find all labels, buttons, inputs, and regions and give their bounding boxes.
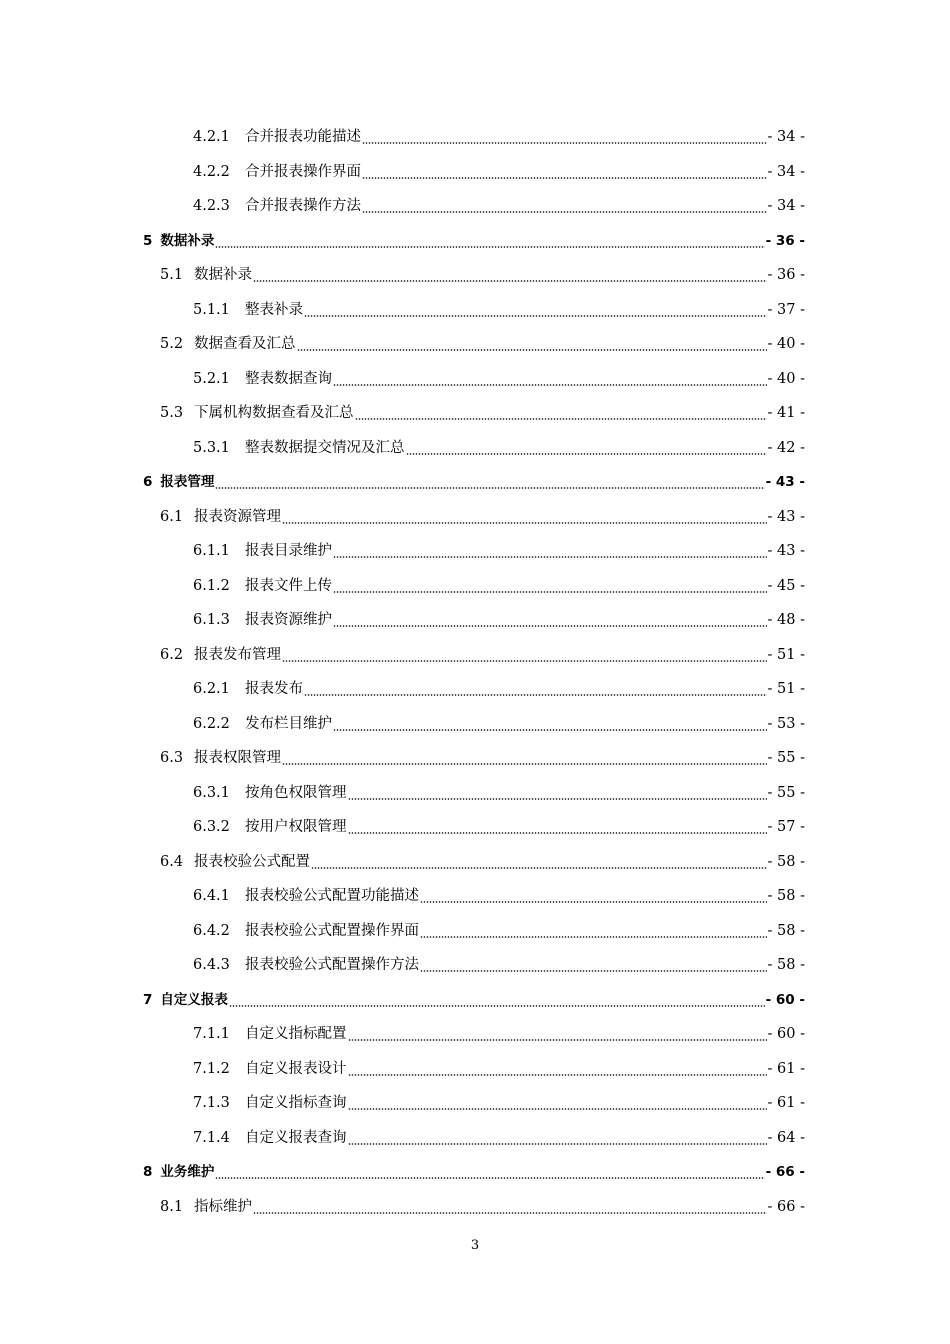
toc-entry-label [143,472,214,492]
toc-dot-leader [333,729,767,731]
toc-entry-label [193,886,419,906]
toc-entry-page: - 55 - [767,784,805,801]
toc-entry[interactable] [0,879,950,914]
toc-entry-label [193,196,361,216]
toc-entry-title: 报表目录维护 [245,543,332,560]
toc-dot-leader [348,1108,767,1110]
toc-dot-leader [348,798,767,800]
toc-entry[interactable] [0,362,950,397]
toc-entry-title: 报表发布 [245,681,303,698]
toc-entry-number: 6.2.1 [193,681,230,698]
toc-entry-page: - 66 - [767,1198,805,1215]
toc-entry-label [193,714,332,734]
toc-dot-leader [333,625,767,627]
toc-entry-page: - 61 - [767,1095,805,1112]
toc-entry-number: 6.1.3 [193,612,230,629]
toc-entry-page: - 43 - [767,543,805,560]
toc-entry[interactable] [0,1121,950,1156]
toc-entry-page: - 60 - [767,1026,805,1043]
toc-entry-title: 报表管理 [160,474,215,491]
toc-entry-label [143,1162,214,1182]
toc-entry-number: 7.1.2 [193,1060,230,1077]
toc-dot-leader [355,418,767,420]
toc-entry-title: 自定义指标查询 [245,1095,347,1112]
toc-dot-leader [304,315,767,317]
toc-entry-number: 5.1 [160,267,184,284]
toc-entry-title: 合并报表操作界面 [245,163,361,180]
toc-entry-number: 5 [143,232,153,249]
toc-entry-page: - 58 - [767,888,805,905]
toc-entry-number: 6.1.2 [193,577,230,594]
toc-entry[interactable] [0,638,950,673]
toc-entry-label [193,679,303,699]
toc-entry-label [160,645,281,665]
toc-entry-title: 下属机构数据查看及汇总 [194,405,354,422]
toc-entry-number: 5.3.1 [193,439,230,456]
toc-entry-label [193,300,303,320]
toc-entry[interactable] [0,845,950,880]
toc-entry-number: 8.1 [160,1198,184,1215]
toc-dot-leader [362,142,767,144]
toc-entry-number: 6.4.3 [193,957,230,974]
toc-entry-title: 数据补录 [160,232,215,249]
toc-entry-page: - 60 - [765,991,805,1008]
toc-entry[interactable] [0,983,950,1018]
toc-dot-leader [215,1177,764,1179]
toc-entry-label [143,990,228,1010]
toc-entry-title: 按角色权限管理 [245,784,347,801]
toc-entry-page: - 64 - [767,1129,805,1146]
toc-entry-page: - 45 - [767,577,805,594]
toc-entry[interactable] [0,1190,950,1225]
toc-entry-page: - 51 - [767,681,805,698]
toc-entry[interactable] [0,465,950,500]
toc-entry[interactable] [0,120,950,155]
toc-entry[interactable] [0,224,950,259]
toc-entry-title: 报表校验公式配置 [194,853,310,870]
toc-entry-title: 报表资源维护 [245,612,332,629]
toc-entry-number: 7.1.4 [193,1129,230,1146]
toc-entry[interactable] [0,396,950,431]
toc-entry-title: 数据查看及汇总 [194,336,296,353]
toc-entry-number: 6 [143,474,153,491]
toc-entry[interactable] [0,327,950,362]
toc-entry[interactable] [0,569,950,604]
toc-entry-number: 6.2 [160,646,184,663]
toc-entry-number: 5.2 [160,336,184,353]
toc-entry-label [160,748,281,768]
toc-entry-page: - 48 - [767,612,805,629]
toc-entry-page: - 43 - [767,508,805,525]
toc-entry-label [193,783,347,803]
toc-entry-page: - 61 - [767,1060,805,1077]
toc-entry-number: 7 [143,991,153,1008]
toc-entry-label [193,127,361,147]
toc-entry[interactable] [0,707,950,742]
toc-entry-page: - 55 - [767,750,805,767]
toc-dot-leader [215,487,764,489]
toc-entry-page: - 57 - [767,819,805,836]
toc-entry-title: 发布栏目维护 [245,715,332,732]
toc-entry-title: 整表数据查询 [245,370,332,387]
toc-entry-page: - 66 - [765,1164,805,1181]
toc-entry[interactable] [0,155,950,190]
toc-entry[interactable] [0,534,950,569]
toc-entry-label [160,507,281,527]
toc-dot-leader [420,970,767,972]
toc-entry-title: 整表数据提交情况及汇总 [245,439,405,456]
toc-entry-page: - 41 - [767,405,805,422]
toc-entry-label [193,1024,347,1044]
toc-entry-title: 按用户权限管理 [245,819,347,836]
toc-entry-number: 5.2.1 [193,370,230,387]
toc-entry-page: - 40 - [767,336,805,353]
toc-entry-number: 6.1 [160,508,184,525]
toc-entry-number: 4.2.2 [193,163,230,180]
footer-page-number: 3 [470,1238,480,1253]
toc-entry-page: - 37 - [767,301,805,318]
toc-entry-number: 6.1.1 [193,543,230,560]
toc-dot-leader [362,177,767,179]
toc-entry-title: 报表发布管理 [194,646,281,663]
toc-entry[interactable] [0,948,950,983]
toc-dot-leader [282,660,767,662]
toc-dot-leader [406,453,767,455]
toc-dot-leader [297,349,767,351]
toc-entry-title: 报表校验公式配置功能描述 [245,888,419,905]
toc-entry-title: 报表权限管理 [194,750,281,767]
toc-entry-title: 自定义报表设计 [245,1060,347,1077]
toc-entry[interactable] [0,1052,950,1087]
toc-entry-page: - 51 - [767,646,805,663]
toc-entry[interactable] [0,293,950,328]
toc-entry-title: 报表校验公式配置操作界面 [245,922,419,939]
toc-entry-number: 7.1.1 [193,1026,230,1043]
toc-entry-number: 4.2.1 [193,129,230,146]
toc-entry-label [193,955,419,975]
toc-entry-title: 业务维护 [160,1164,215,1181]
toc-entry-title: 自定义指标配置 [245,1026,347,1043]
toc-dot-leader [348,1143,767,1145]
toc-entry-label [193,541,332,561]
toc-entry-label [160,852,310,872]
toc-entry-page: - 34 - [767,198,805,215]
toc-dot-leader [311,867,767,869]
toc-dot-leader [420,936,767,938]
toc-entry-page: - 58 - [767,853,805,870]
toc-entry-page: - 53 - [767,715,805,732]
toc-entry-label [143,231,214,251]
toc-dot-leader [253,1212,767,1214]
toc-entry-label [193,438,405,458]
toc-entry[interactable] [0,810,950,845]
toc-entry[interactable] [0,1155,950,1190]
toc-entry-number: 6.4.1 [193,888,230,905]
toc-entry-number: 6.2.2 [193,715,230,732]
table-of-contents [0,120,950,1224]
toc-entry[interactable] [0,672,950,707]
toc-entry-number: 5.1.1 [193,301,230,318]
toc-entry-title: 指标维护 [194,1198,252,1215]
toc-entry-page: - 36 - [767,267,805,284]
toc-entry[interactable] [0,741,950,776]
toc-entry-number: 6.3.1 [193,784,230,801]
toc-dot-leader [420,901,767,903]
toc-entry-label [160,1197,252,1217]
toc-entry[interactable] [0,431,950,466]
toc-dot-leader [333,384,767,386]
toc-entry-title: 自定义报表查询 [245,1129,347,1146]
toc-dot-leader [333,556,767,558]
toc-dot-leader [215,246,764,248]
toc-entry-page: - 34 - [767,163,805,180]
toc-entry-page: - 34 - [767,129,805,146]
toc-entry-page: - 36 - [765,232,805,249]
toc-entry-number: 6.3 [160,750,184,767]
toc-entry-title: 报表资源管理 [194,508,281,525]
toc-dot-leader [362,211,767,213]
toc-entry[interactable] [0,189,950,224]
toc-entry-label [193,162,361,182]
toc-entry-page: - 43 - [765,474,805,491]
toc-entry-number: 6.4 [160,853,184,870]
toc-entry[interactable] [0,1017,950,1052]
toc-dot-leader [304,694,767,696]
toc-entry-title: 合并报表功能描述 [245,129,361,146]
toc-entry-number: 7.1.3 [193,1095,230,1112]
toc-entry-title: 自定义报表 [160,991,228,1008]
toc-entry-number: 6.3.2 [193,819,230,836]
toc-entry-label [193,921,419,941]
toc-entry-label [160,265,252,285]
toc-entry-label [193,817,347,837]
toc-dot-leader [282,522,767,524]
toc-entry[interactable] [0,603,950,638]
toc-entry-title: 整表补录 [245,301,303,318]
toc-dot-leader [348,832,767,834]
toc-entry-title: 数据补录 [194,267,252,284]
toc-entry-label [193,1128,347,1148]
toc-entry-label [193,1093,347,1113]
toc-entry-label [160,334,296,354]
toc-entry[interactable] [0,776,950,811]
toc-dot-leader [348,1074,767,1076]
toc-entry-number: 6.4.2 [193,922,230,939]
toc-entry-page: - 58 - [767,922,805,939]
toc-entry-label [193,369,332,389]
toc-entry-label [193,610,332,630]
toc-entry-title: 报表校验公式配置操作方法 [245,957,419,974]
toc-entry-title: 合并报表操作方法 [245,198,361,215]
toc-entry-title: 报表文件上传 [245,577,332,594]
toc-entry[interactable] [0,1086,950,1121]
toc-entry-label [193,1059,347,1079]
toc-dot-leader [348,1039,767,1041]
toc-entry-number: 8 [143,1164,153,1181]
toc-entry-number: 5.3 [160,405,184,422]
toc-entry-page: - 42 - [767,439,805,456]
toc-entry[interactable] [0,500,950,535]
toc-dot-leader [282,763,767,765]
toc-entry-label [160,403,354,423]
toc-entry-label [193,576,332,596]
toc-entry[interactable] [0,258,950,293]
toc-entry-page: - 58 - [767,957,805,974]
toc-entry[interactable] [0,914,950,949]
toc-entry-number: 4.2.3 [193,198,230,215]
toc-entry-page: - 40 - [767,370,805,387]
toc-dot-leader [229,1005,765,1007]
toc-dot-leader [333,591,767,593]
toc-dot-leader [253,280,767,282]
